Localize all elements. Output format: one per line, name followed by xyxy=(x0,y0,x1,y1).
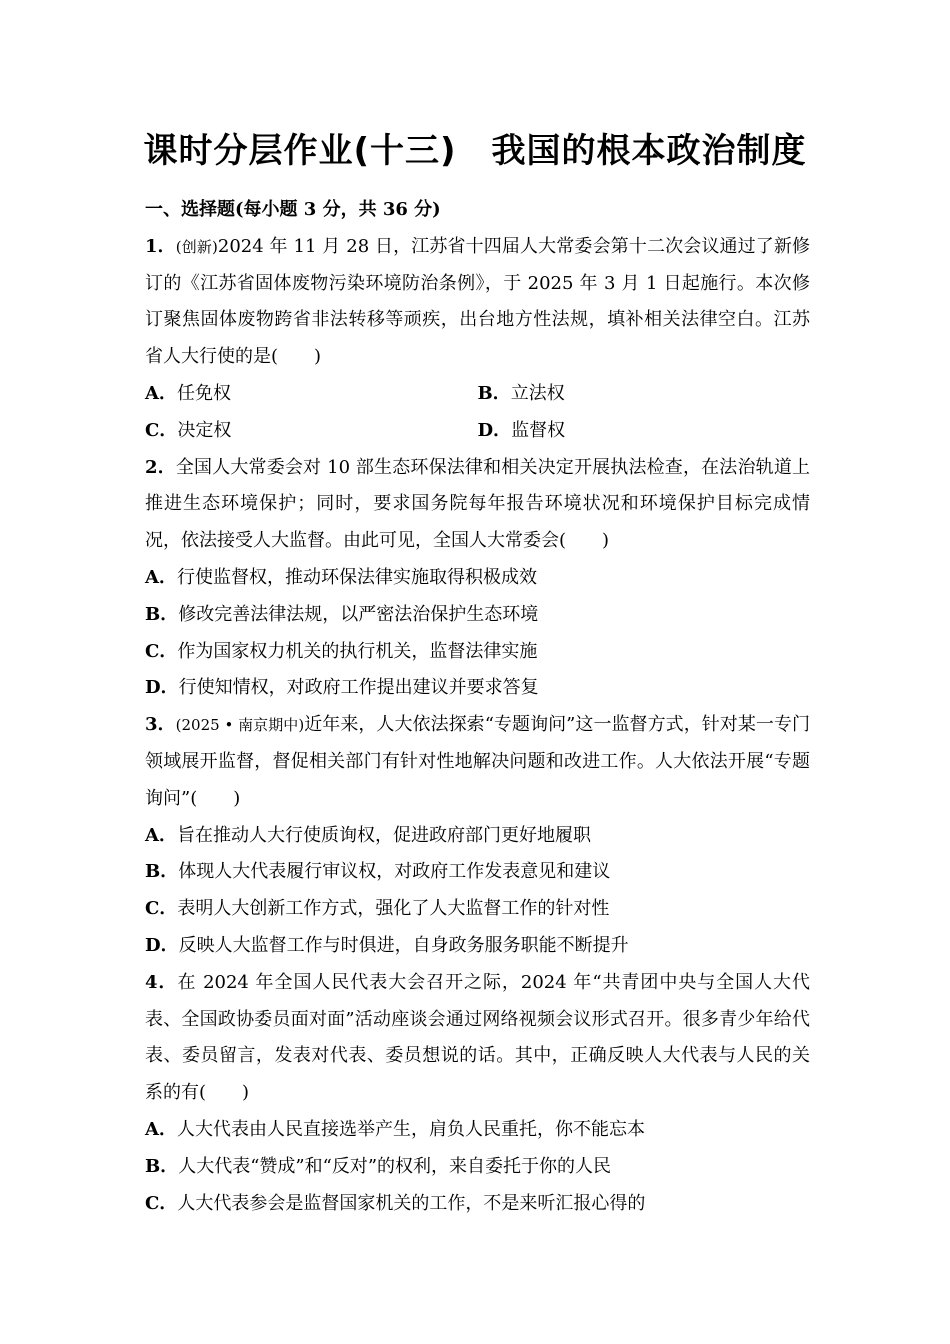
option-row xyxy=(145,376,810,413)
option-a[interactable]: A．行使监督权，推动环保法律实施取得积极成效 xyxy=(145,566,537,588)
question-text: 近年来，人大依法探索“专题询问”这一监督方式，针对某一专门领域展开监督，督促相关部门有针对性地解决问题和改进工作。人大依法开展“专题询问”( ) xyxy=(145,714,810,809)
option-a[interactable]: A．任免权 xyxy=(145,382,231,404)
option-b[interactable]: B．修改完善法律法规，以严密法治保护生态环境 xyxy=(145,603,539,625)
question-number: 3． xyxy=(145,714,176,736)
option-b[interactable]: B．人大代表“赞成”和“反对”的权利，来自委托于你的人民 xyxy=(145,1155,612,1177)
question-text: 2024 年 11 月 28 日，江苏省十四届人大常委会第十二次会议通过了新修订的《江苏省固体废物污染环境防治条例》，于 2025 年 3 月 1 日起施行。本次修订聚焦固体废物跨省非法转移等顽疾，出台地方性法规，填补相关法律空白。江苏省人大行使的是( ) xyxy=(145,235,810,368)
option-b[interactable]: B．立法权 xyxy=(477,382,565,404)
question-text: 在 2024 年全国人民代表大会召开之际，2024 年“共青团中央与全国人大代表、全国政协委员面对面”活动座谈会通过网络视频会议形式召开。很多青少年给代表、委员留言，发表对代表、委员想说的话。其中，正确反映人大代表与人民的关系的有( ) xyxy=(145,971,810,1104)
section-heading: 一、选择题(每小题 3 分，共 36 分) xyxy=(145,199,441,220)
question-list xyxy=(145,192,810,1222)
question-1-stem xyxy=(145,229,810,376)
option-d[interactable]: D．行使知情权，对政府工作提出建议并要求答复 xyxy=(145,677,539,699)
option-d[interactable]: D．反映人大监督工作与时俱进，自身政务服务职能不断提升 xyxy=(145,934,629,956)
question-source: (创新) xyxy=(175,237,218,256)
question-number: 1． xyxy=(145,235,176,257)
page-title: 课时分层作业(十三) 我国的根本政治制度 xyxy=(143,131,807,171)
option-c[interactable]: C．决定权 xyxy=(145,419,232,441)
option-row xyxy=(145,413,810,450)
option-a[interactable]: A．人大代表由人民直接选举产生，肩负人民重托，你不能忘本 xyxy=(145,1118,645,1140)
question-source: (2025 • 南京期中) xyxy=(175,716,305,735)
option-a[interactable]: A．旨在推动人大行使质询权，促进政府部门更好地履职 xyxy=(145,824,591,846)
question-3-stem xyxy=(145,707,810,817)
question-number: 2． xyxy=(145,456,176,478)
question-number: 4． xyxy=(145,971,178,993)
option-c[interactable]: C．作为国家权力机关的执行机关，监督法律实施 xyxy=(145,640,538,662)
question-4-stem xyxy=(145,965,810,1112)
option-c[interactable]: C．表明人大创新工作方式，强化了人大监督工作的针对性 xyxy=(145,898,610,920)
question-2-stem xyxy=(145,450,810,560)
question-text: 全国人大常委会对 10 部生态环保法律和相关决定开展执法检查，在法治轨道上推进生态环境保护；同时，要求国务院每年报告环境状况和环境保护目标完成情况，依法接受人大监督。由此可见，全国人大常委会( ) xyxy=(145,456,810,552)
option-b[interactable]: B．体现人大代表履行审议权，对政府工作发表意见和建议 xyxy=(145,861,611,883)
option-c[interactable]: C．人大代表参会是监督国家机关的工作，不是来听汇报心得的 xyxy=(145,1192,646,1214)
option-d[interactable]: D．监督权 xyxy=(477,419,566,441)
